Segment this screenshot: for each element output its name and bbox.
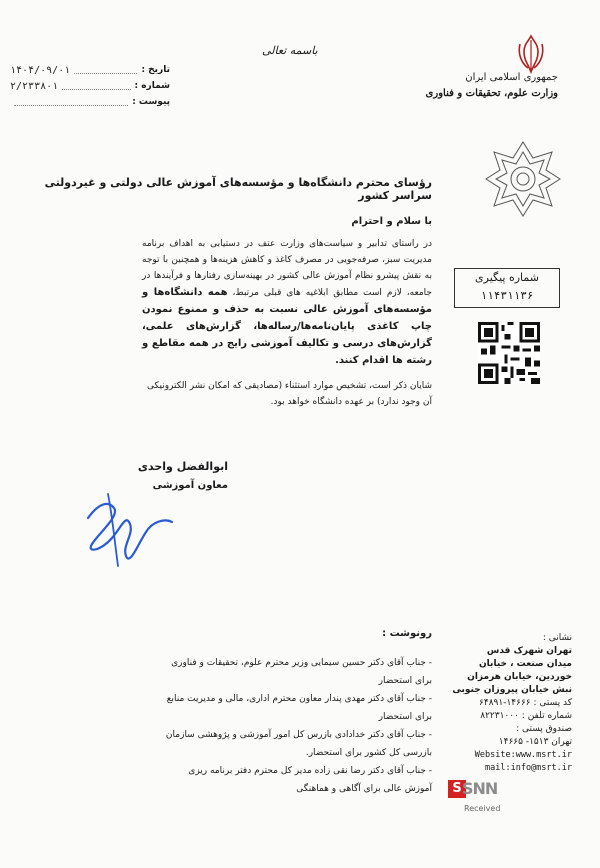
address-line: خوردین، خیابان هرمزان <box>467 672 572 682</box>
greeting: با سلام و احترام <box>351 216 432 227</box>
meta-number <box>10 78 170 94</box>
tracking-box <box>454 268 560 308</box>
number-value: ۲/۲۳۳۸۰۱ <box>10 80 59 92</box>
address-line: صندوق پستی : <box>516 724 572 734</box>
snn-logo-icon: S <box>448 780 466 798</box>
addressee: رؤسای محترم دانشگاه‌ها و مؤسسه‌های آموزش عالی دولتی و غیردولتی سراسر کشور <box>44 176 432 202</box>
ministry-line: جمهوری اسلامی ایران <box>465 72 558 83</box>
attachment-label: پیوست : <box>132 97 170 107</box>
qr-code-icon <box>478 322 540 384</box>
iran-emblem-icon <box>514 34 548 74</box>
ministry-line: وزارت علوم، تحقیقات و فناوری <box>425 88 558 99</box>
meta-date <box>10 62 170 78</box>
address-line: تهران شهرک قدس <box>486 646 572 656</box>
exception-paragraph: شایان ذکر است، تشخیص موارد استثناء (مصادیقی که امکان نشر الکترونیکی آن وجود ندارد) بر عهده دانشگاه خواهد بود. <box>147 381 432 407</box>
address-line: میدان صنعت ، خیابان <box>479 659 572 669</box>
signer-name: ابوالفضل واحدی <box>137 460 228 473</box>
paragraph-text: در راستای تدابیر و سیاست‌های وزارت عتف در دستیابی به اهداف برنامه مدیریت سبز، صرفه‌جویی در مصرف کاغذ و کاهش هزینه‌ها و همچنین با توجه به نقش پیشرو نظام آموزش عالی کشور در بهینه‌سازی رفتارها و فرآیندها در جامعه، لازم است مطابق ابلاغیه های قبلی مرتبط، <box>142 239 432 298</box>
signer-title: معاون آموزشی <box>152 480 228 491</box>
meta-attachment <box>10 94 170 110</box>
cc-item: - جناب آقای دکتر خدادادی بازرس کل امور آموزشی و پژوهشی سازمان بازرسی کل کشور برای استحضار. <box>165 730 432 758</box>
address-line: تهران ۱۵۱۳- ۱۴۶۶۵ <box>498 737 572 747</box>
cc-item: - جناب آقای دکتر رضا نقی زاده مدیر کل محترم دفتر برنامه ریزی آموزش عالی برای آگاهی و هماهنگی <box>188 766 432 794</box>
email: mail:info@msrt.ir <box>485 763 572 773</box>
cc-item: - جناب آقای دکتر مهدی پندار معاون محترم اداری، مالی و مدیریت منابع برای استحضار <box>166 694 432 722</box>
address-line: نبش خیابان پیروزان جنوبی <box>452 685 572 695</box>
number-label: شماره : <box>134 81 170 91</box>
tracking-number: ۱۱۴۳۱۱۳۶ <box>480 289 534 302</box>
tracking-label: شماره پیگیری <box>475 271 539 284</box>
paragraph-bold-text: همه دانشگاه‌ها و مؤسسه‌های آموزش عالی نسبت به حذف و ممنوع نمودن چاپ کاغذی پایان‌نامه‌ها/رساله‌ها، گزارش‌های علمی، گزارش‌های درسی و تکالیف آموزشی رایج در همه مقاطع و رشته ها اقدام کنند. <box>142 287 432 366</box>
address-line: شماره تلفن : ۸۲۲۳۱۰۰۰ <box>480 711 572 721</box>
date-label: تاریخ : <box>141 65 170 75</box>
ministry-header <box>418 70 558 102</box>
ministry-address <box>412 632 572 775</box>
handwritten-signature <box>68 474 178 570</box>
main-paragraph <box>142 236 432 369</box>
watermark-sub: Received <box>464 804 501 813</box>
cc-heading: رونوشت : <box>382 628 432 639</box>
cc-item: - جناب آقای دکتر حسین سیمایی وزیر محترم علوم، تحقیقات و فناوری برای استحضار <box>171 658 432 686</box>
ornament-icon <box>484 140 562 218</box>
watermark-brand: SNN <box>462 779 498 798</box>
besmeh: باسمه تعالی <box>262 44 318 57</box>
date-value: ۱۴۰۴/۰۹/۰۱ <box>10 64 71 76</box>
address-line: کد پستی : ۱۴۶۶۶-۶۴۸۹۱ <box>479 698 572 708</box>
address-line: نشانی : <box>542 633 572 643</box>
cc-list <box>162 654 432 798</box>
letter-meta <box>10 62 170 110</box>
website: Website:www.msrt.ir <box>474 750 572 760</box>
